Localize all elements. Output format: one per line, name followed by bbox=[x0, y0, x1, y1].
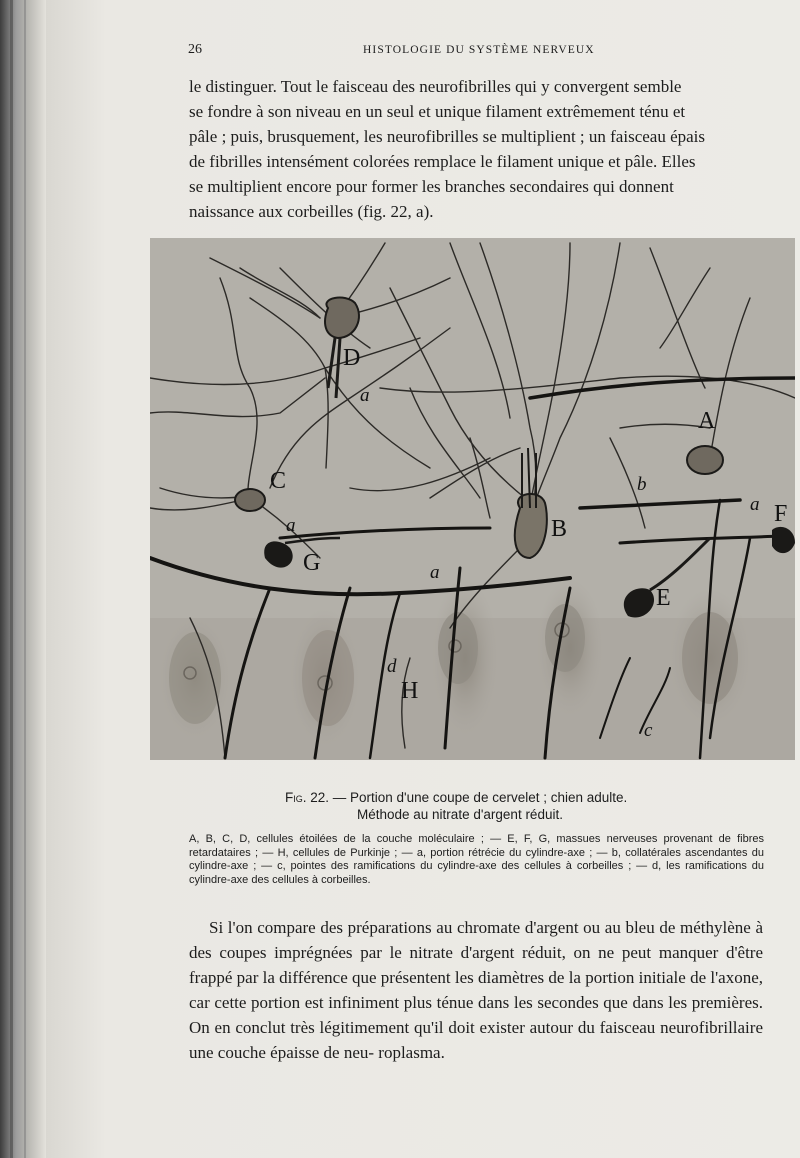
label-a-4: a bbox=[430, 562, 440, 583]
text-line: les secondes que dans les premières. On en conclut très légitimement qu'il bbox=[189, 993, 763, 1037]
text-line: se fondre à son niveau en un seul et unique filament extrêmement ténu et bbox=[189, 102, 686, 121]
paragraph-top bbox=[189, 74, 777, 224]
page-header bbox=[188, 42, 760, 60]
paragraph-bottom bbox=[189, 915, 763, 1065]
label-b: b bbox=[637, 474, 647, 495]
text-line: de fibrilles intensément colorées remplace le filament unique et pâle. Elles bbox=[189, 152, 696, 171]
label-d: d bbox=[387, 656, 397, 677]
label-E: E bbox=[656, 585, 671, 611]
figure-number: Fig. 22. bbox=[285, 790, 330, 805]
text-line: manquer d'être frappé par la différence que présentent les diamètres de la bbox=[189, 943, 764, 987]
text-line: le distinguer. Tout le faisceau des neurofibrilles qui y convergent semble bbox=[189, 77, 682, 96]
text-line: méthylène à des coupes imprégnées par le nitrate d'argent réduit, on ne peut bbox=[189, 918, 764, 962]
label-c: c bbox=[644, 720, 653, 741]
text-line: pâle ; puis, brusquement, les neurofibrilles se multiplient ; un faisceau épais bbox=[189, 127, 706, 146]
cell-C bbox=[235, 489, 265, 511]
label-F: F bbox=[774, 501, 788, 527]
label-a-1: a bbox=[360, 385, 370, 406]
page-number: 26 bbox=[188, 42, 202, 57]
text-line: naissance aux corbeilles (fig. 22, a). bbox=[189, 202, 434, 221]
label-A: A bbox=[698, 408, 716, 434]
figure-legend: A, B, C, D, cellules étoilées de la couche moléculaire ; — E, F, G, massues nerveuses provenant de fibres retardataires ; — H, cellules de Purkinje ; — a, portion rétrécie du cylindre-axe ; — b, collatérales ascendantes du cylindre-axe ; — c, pointes des ramifications du cylindre-axe des cellules à corbeilles ; — d, les ramifications du cylindre-axe des cellules à corbeilles. bbox=[189, 833, 764, 886]
text-line: roplasma. bbox=[378, 1043, 445, 1062]
label-B: B bbox=[551, 516, 568, 542]
label-H: H bbox=[401, 678, 419, 704]
label-C: C bbox=[270, 468, 287, 494]
text-line: se multiplient encore pour former les branches secondaires qui donnent bbox=[189, 177, 674, 196]
caption-line-1: — Portion d'une coupe de cervelet ; chien adulte. bbox=[329, 790, 628, 805]
cell-A bbox=[687, 446, 723, 474]
label-D: D bbox=[343, 345, 361, 371]
neuron-drawing bbox=[150, 238, 795, 760]
caption-line-2: Méthode au nitrate d'argent réduit. bbox=[357, 807, 563, 822]
label-a-2: a bbox=[750, 494, 760, 515]
text-line: portion initiale de l'axone, car cette portion est infiniment plus ténue dans bbox=[189, 968, 764, 1012]
figure-22-cerebellum-illustration bbox=[150, 238, 799, 760]
running-title: HISTOLOGIE DU SYSTÈME NERVEUX bbox=[363, 44, 595, 56]
text-line: Si l'on compare des préparations au chromate d'argent ou au bleu de bbox=[209, 918, 676, 937]
label-G: G bbox=[303, 550, 321, 576]
figure-caption bbox=[285, 789, 705, 823]
book-binding-edge bbox=[0, 0, 46, 1158]
label-a-3: a bbox=[286, 515, 296, 536]
text-line: doit exister autour du faisceau neurofibrillaire une couche épaisse de neu- bbox=[189, 1018, 763, 1062]
